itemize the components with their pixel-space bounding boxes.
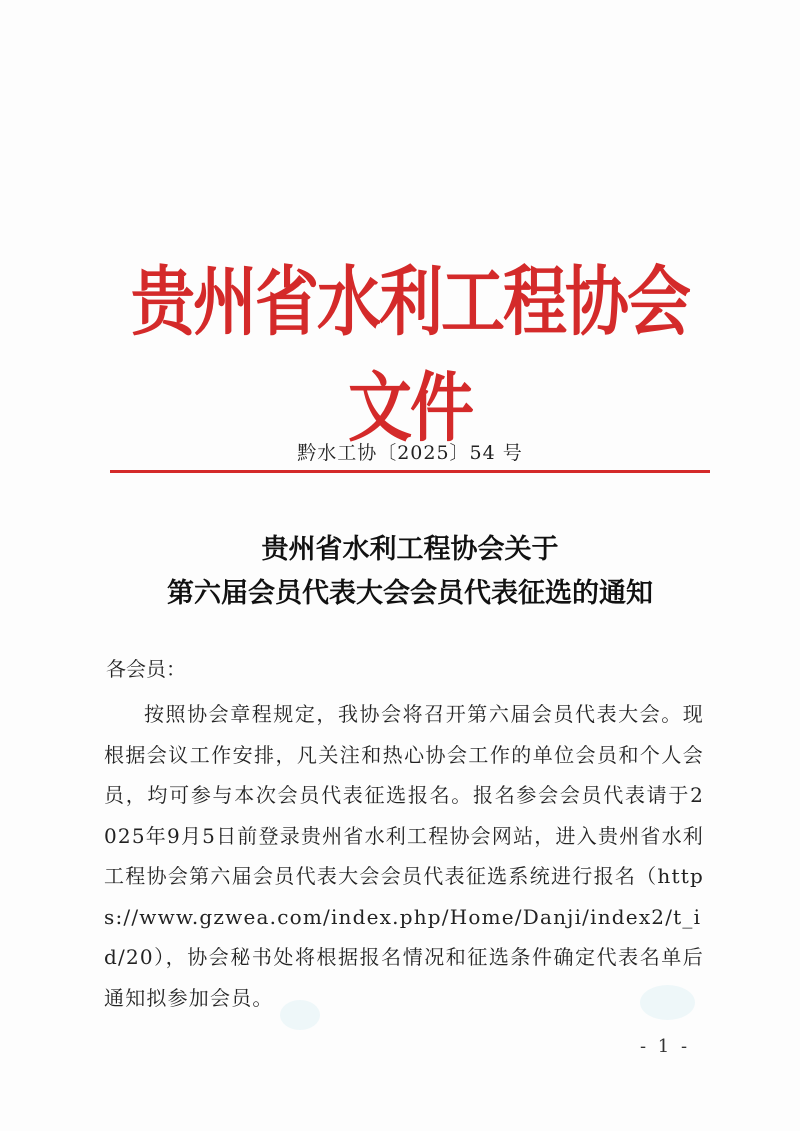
title-line-2: 第六届会员代表大会会员代表征选的通知 [167,578,653,609]
body-paragraph: 按照协会章程规定，我协会将召开第六届会员代表大会。现根据会议工作安排，凡关注和热心协会工作的单位会员和个人会员，均可参与本次会员代表征选报名。报名参会会员代表请于2025年9月5日前登录贵州省水利工程协会网站，进入贵州省水利工程协会第六届会员代表大会会员代表征选系统进行报名（https://www.gzwea.com/index.php/Home/Danji/index2/t_id/20），协会秘书处将根据报名情况和征选条件确定代表名单后通知拟参加会员。 [104,702,704,1010]
salutation: 各会员： [106,657,186,681]
page-number: - 1 - [640,1036,691,1057]
red-divider-line [110,470,710,473]
document-title [110,528,710,616]
document-masthead: 贵州省水利工程协会文件 [131,259,689,453]
title-line-1: 贵州省水利工程协会关于 [261,534,559,565]
document-number: 黔水工协〔2025〕54 号 [297,442,523,464]
